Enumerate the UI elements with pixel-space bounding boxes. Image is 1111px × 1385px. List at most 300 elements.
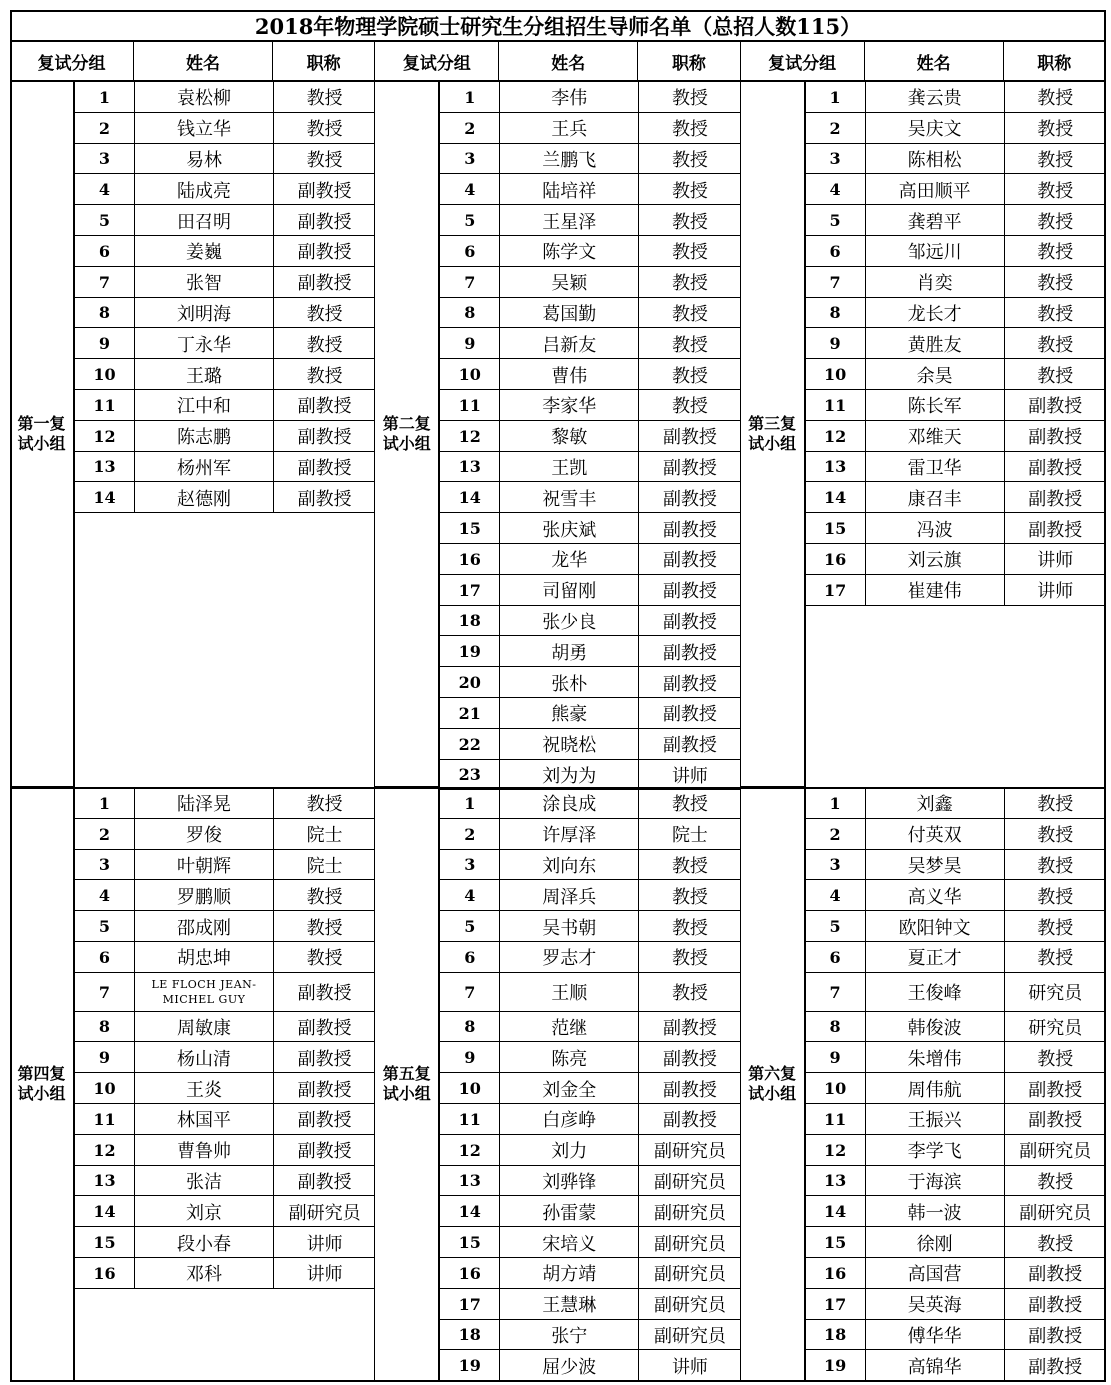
member-number: 11 [439, 1104, 499, 1135]
member-number: 8 [74, 298, 134, 329]
member-number: 4 [439, 880, 499, 911]
group-label: 第二复试小组 [375, 82, 439, 788]
member-number: 21 [439, 698, 499, 729]
member-title: 副研究员 [638, 1258, 740, 1289]
member-title: 副研究员 [1004, 1135, 1106, 1166]
member-title: 副教授 [638, 452, 740, 483]
member-number: 2 [74, 819, 134, 850]
member-name: 胡勇 [499, 636, 638, 667]
member-number: 3 [439, 144, 499, 175]
member-name: 刘力 [499, 1135, 638, 1166]
header-group: 复试分组 [375, 42, 499, 82]
member-title: 院士 [273, 819, 375, 850]
member-title: 副教授 [273, 1012, 375, 1043]
member-name: 雷卫华 [865, 452, 1004, 483]
member-title: 教授 [273, 144, 375, 175]
member-title: 教授 [1004, 1042, 1106, 1073]
member-name: 龚云贵 [865, 82, 1004, 113]
member-name: 黄胜友 [865, 328, 1004, 359]
member-number: 6 [439, 236, 499, 267]
member-title: 教授 [638, 328, 740, 359]
member-title: 副教授 [638, 513, 740, 544]
member-number: 11 [74, 390, 134, 421]
member-title: 教授 [1004, 328, 1106, 359]
member-title: 副教授 [273, 1104, 375, 1135]
member-title: 教授 [638, 267, 740, 298]
member-name: 段小春 [134, 1227, 273, 1258]
member-title: 教授 [1004, 174, 1106, 205]
member-name: 田召明 [134, 205, 273, 236]
member-number: 10 [805, 359, 865, 390]
member-title: 副教授 [638, 575, 740, 606]
member-number: 9 [805, 328, 865, 359]
member-name: 熊豪 [499, 698, 638, 729]
band-divider [10, 787, 1106, 789]
member-name: 刘金全 [499, 1073, 638, 1104]
member-number: 5 [805, 205, 865, 236]
member-number: 7 [439, 267, 499, 298]
member-title: 副教授 [638, 1104, 740, 1135]
member-name: 易林 [134, 144, 273, 175]
member-title: 副教授 [273, 482, 375, 513]
member-name: 韩一波 [865, 1196, 1004, 1227]
member-name: 罗志才 [499, 942, 638, 973]
member-number: 11 [439, 390, 499, 421]
member-title: 教授 [638, 205, 740, 236]
member-number: 18 [805, 1320, 865, 1351]
member-number: 4 [74, 880, 134, 911]
member-title: 副教授 [638, 1012, 740, 1043]
member-area-border [439, 82, 440, 788]
member-name: 黎敏 [499, 421, 638, 452]
member-number: 23 [439, 760, 499, 791]
member-name: 江中和 [134, 390, 273, 421]
member-name: 王俊峰 [865, 973, 1004, 1012]
member-number: 8 [439, 1012, 499, 1043]
member-number: 9 [439, 1042, 499, 1073]
member-number: 15 [74, 1227, 134, 1258]
header-name: 姓名 [134, 42, 273, 82]
member-name: 范继 [499, 1012, 638, 1043]
member-number: 2 [805, 819, 865, 850]
member-name: 祝晓松 [499, 729, 638, 760]
member-name: 司留刚 [499, 575, 638, 606]
member-title: 讲师 [273, 1227, 375, 1258]
member-name: 张宁 [499, 1320, 638, 1351]
member-title: 副教授 [273, 973, 375, 1012]
member-number: 14 [74, 1196, 134, 1227]
member-number: 14 [74, 482, 134, 513]
member-name: 李伟 [499, 82, 638, 113]
member-title: 副教授 [638, 544, 740, 575]
member-number: 4 [805, 880, 865, 911]
member-title: 讲师 [638, 760, 740, 791]
member-area-border [74, 788, 75, 1382]
member-number: 10 [439, 1073, 499, 1104]
member-number: 12 [74, 421, 134, 452]
member-title: 副教授 [1004, 1289, 1106, 1320]
member-title: 教授 [638, 359, 740, 390]
member-name: 刘明海 [134, 298, 273, 329]
member-number: 7 [439, 973, 499, 1012]
member-name: 陈长军 [865, 390, 1004, 421]
header-name: 姓名 [865, 42, 1004, 82]
group-label: 第三复试小组 [741, 82, 805, 788]
member-title: 副教授 [1004, 390, 1106, 421]
member-title: 院士 [638, 819, 740, 850]
member-name: 刘骅锋 [499, 1166, 638, 1197]
member-name: 吴书朝 [499, 911, 638, 942]
member-number: 20 [439, 667, 499, 698]
header-title: 职称 [638, 42, 740, 82]
member-number: 16 [805, 544, 865, 575]
member-name: 康召丰 [865, 482, 1004, 513]
member-number: 8 [805, 1012, 865, 1043]
member-number: 4 [805, 174, 865, 205]
member-title: 教授 [1004, 205, 1106, 236]
member-title: 副教授 [273, 452, 375, 483]
member-number: 12 [805, 1135, 865, 1166]
member-number: 15 [439, 513, 499, 544]
member-title: 教授 [273, 113, 375, 144]
member-number: 7 [805, 973, 865, 1012]
member-number: 13 [74, 1166, 134, 1197]
member-title: 副教授 [1004, 1320, 1106, 1351]
member-number: 17 [805, 575, 865, 606]
member-name: 余昊 [865, 359, 1004, 390]
member-number: 19 [805, 1350, 865, 1381]
member-title: 教授 [1004, 236, 1106, 267]
member-name: 涂良成 [499, 788, 638, 819]
member-title: 副教授 [638, 482, 740, 513]
member-title: 副研究员 [638, 1135, 740, 1166]
member-title: 教授 [273, 298, 375, 329]
member-title: 副教授 [273, 421, 375, 452]
member-name: 陈志鹏 [134, 421, 273, 452]
member-number: 8 [74, 1012, 134, 1043]
member-title: 教授 [1004, 850, 1106, 881]
member-title: 教授 [1004, 113, 1106, 144]
member-number: 5 [805, 911, 865, 942]
member-number: 13 [439, 452, 499, 483]
member-title: 副教授 [1004, 452, 1106, 483]
member-number: 3 [74, 144, 134, 175]
member-number: 19 [439, 1350, 499, 1381]
header-title: 职称 [1004, 42, 1106, 82]
member-title: 教授 [1004, 819, 1106, 850]
member-title: 副教授 [273, 236, 375, 267]
member-name: 陈相松 [865, 144, 1004, 175]
member-title: 副研究员 [638, 1227, 740, 1258]
group-label: 第六复试小组 [741, 788, 805, 1382]
member-number: 14 [439, 482, 499, 513]
member-title: 讲师 [638, 1350, 740, 1381]
member-number: 2 [805, 113, 865, 144]
member-name: 周敏康 [134, 1012, 273, 1043]
member-name: 高田顺平 [865, 174, 1004, 205]
member-name: 陆泽晃 [134, 788, 273, 819]
member-number: 12 [74, 1135, 134, 1166]
member-number: 11 [805, 390, 865, 421]
member-title: 副教授 [638, 729, 740, 760]
member-number: 16 [439, 544, 499, 575]
member-name: 宋培义 [499, 1227, 638, 1258]
member-title: 教授 [638, 82, 740, 113]
member-number: 11 [74, 1104, 134, 1135]
member-name: 龙华 [499, 544, 638, 575]
member-number: 17 [439, 575, 499, 606]
member-name: 张庆斌 [499, 513, 638, 544]
member-number: 19 [439, 636, 499, 667]
member-number: 12 [439, 421, 499, 452]
member-title: 教授 [638, 973, 740, 1012]
member-number: 4 [439, 174, 499, 205]
member-number: 7 [74, 267, 134, 298]
member-name: 刘京 [134, 1196, 273, 1227]
member-number: 5 [74, 911, 134, 942]
member-name: 傅华华 [865, 1320, 1004, 1351]
member-title: 副教授 [273, 390, 375, 421]
member-number: 9 [74, 328, 134, 359]
header-group: 复试分组 [741, 42, 865, 82]
member-area-border [805, 82, 806, 788]
member-number: 15 [439, 1227, 499, 1258]
member-name: 张智 [134, 267, 273, 298]
member-name: 刘云旗 [865, 544, 1004, 575]
member-name: 高锦华 [865, 1350, 1004, 1381]
member-number: 1 [805, 82, 865, 113]
member-name: 孙雷蒙 [499, 1196, 638, 1227]
member-name: 王慧琳 [499, 1289, 638, 1320]
member-name: 张洁 [134, 1166, 273, 1197]
member-title: 副教授 [1004, 1258, 1106, 1289]
member-number: 5 [74, 205, 134, 236]
member-number: 13 [805, 452, 865, 483]
member-title: 副教授 [1004, 482, 1106, 513]
member-title: 教授 [1004, 942, 1106, 973]
member-title: 教授 [1004, 788, 1106, 819]
member-title: 教授 [273, 359, 375, 390]
member-name: 曹鲁帅 [134, 1135, 273, 1166]
member-name: 付英双 [865, 819, 1004, 850]
member-name: 赵德刚 [134, 482, 273, 513]
member-title: 教授 [273, 911, 375, 942]
member-number: 18 [439, 1320, 499, 1351]
member-name: 许厚泽 [499, 819, 638, 850]
member-name: 邹远川 [865, 236, 1004, 267]
member-title: 教授 [638, 942, 740, 973]
member-title: 副教授 [273, 1166, 375, 1197]
member-name: 高国营 [865, 1258, 1004, 1289]
member-title: 副教授 [1004, 1350, 1106, 1381]
member-name: 白彦峥 [499, 1104, 638, 1135]
member-name: 王凯 [499, 452, 638, 483]
member-number: 6 [74, 942, 134, 973]
member-name: 张朴 [499, 667, 638, 698]
header-name: 姓名 [499, 42, 638, 82]
member-title: 讲师 [273, 1258, 375, 1289]
member-number: 6 [439, 942, 499, 973]
member-name: 叶朝辉 [134, 850, 273, 881]
member-title: 教授 [1004, 359, 1106, 390]
row-divider [74, 1288, 375, 1289]
member-number: 16 [439, 1258, 499, 1289]
member-title: 副教授 [273, 205, 375, 236]
member-title: 教授 [638, 390, 740, 421]
member-title: 副教授 [638, 698, 740, 729]
member-number: 6 [805, 236, 865, 267]
member-name: 周伟航 [865, 1073, 1004, 1104]
member-title: 教授 [638, 298, 740, 329]
member-name: 吴庆文 [865, 113, 1004, 144]
member-name: 朱增伟 [865, 1042, 1004, 1073]
member-name: 于海滨 [865, 1166, 1004, 1197]
member-title: 教授 [638, 911, 740, 942]
member-title: 讲师 [1004, 575, 1106, 606]
member-number: 15 [805, 1227, 865, 1258]
member-title: 教授 [273, 880, 375, 911]
member-title: 教授 [638, 113, 740, 144]
member-title: 教授 [638, 174, 740, 205]
member-name: 王兵 [499, 113, 638, 144]
member-title: 教授 [1004, 911, 1106, 942]
member-title: 副教授 [1004, 421, 1106, 452]
member-number: 15 [805, 513, 865, 544]
row-divider [805, 605, 1106, 606]
member-number: 3 [805, 850, 865, 881]
member-name: 陈学文 [499, 236, 638, 267]
member-title: 教授 [638, 850, 740, 881]
member-number: 1 [74, 788, 134, 819]
group-label: 第四复试小组 [10, 788, 74, 1382]
member-number: 9 [439, 328, 499, 359]
member-title: 教授 [1004, 880, 1106, 911]
member-number: 14 [805, 482, 865, 513]
member-name: 陈亮 [499, 1042, 638, 1073]
member-name: 邓科 [134, 1258, 273, 1289]
member-number: 6 [74, 236, 134, 267]
member-number: 17 [439, 1289, 499, 1320]
member-name: 周泽兵 [499, 880, 638, 911]
member-name: 夏正才 [865, 942, 1004, 973]
member-name: 王振兴 [865, 1104, 1004, 1135]
member-name: 陆成亮 [134, 174, 273, 205]
member-title: 研究员 [1004, 1012, 1106, 1043]
member-number: 3 [805, 144, 865, 175]
member-name: 邵成刚 [134, 911, 273, 942]
member-number: 3 [74, 850, 134, 881]
member-number: 12 [805, 421, 865, 452]
member-title: 院士 [273, 850, 375, 881]
member-name: 刘向东 [499, 850, 638, 881]
member-title: 副教授 [638, 421, 740, 452]
member-name: 吴梦昊 [865, 850, 1004, 881]
member-name: 王顺 [499, 973, 638, 1012]
member-title: 教授 [1004, 144, 1106, 175]
member-number: 14 [805, 1196, 865, 1227]
member-name: 杨州军 [134, 452, 273, 483]
row-divider [74, 512, 375, 513]
member-number: 16 [74, 1258, 134, 1289]
member-name: 罗俊 [134, 819, 273, 850]
page-title: 2018年物理学院硕士研究生分组招生导师名单（总招人数115） [10, 10, 1106, 42]
member-name: 刘为为 [499, 760, 638, 791]
member-name: 祝雪丰 [499, 482, 638, 513]
member-name: 韩俊波 [865, 1012, 1004, 1043]
member-name: 屈少波 [499, 1350, 638, 1381]
member-number: 10 [805, 1073, 865, 1104]
member-name: 冯波 [865, 513, 1004, 544]
member-name: 胡方靖 [499, 1258, 638, 1289]
member-name: 钱立华 [134, 113, 273, 144]
member-title: 副教授 [1004, 513, 1106, 544]
group-label: 第五复试小组 [375, 788, 439, 1382]
member-title: 教授 [273, 82, 375, 113]
member-title: 副教授 [1004, 1073, 1106, 1104]
member-name: 姜巍 [134, 236, 273, 267]
member-area-border [439, 788, 440, 1382]
member-title: 讲师 [1004, 544, 1106, 575]
member-title: 副教授 [273, 1073, 375, 1104]
member-name: 袁松柳 [134, 82, 273, 113]
member-title: 教授 [638, 788, 740, 819]
member-name: 龚碧平 [865, 205, 1004, 236]
member-name: 欧阳钟文 [865, 911, 1004, 942]
member-area-border [74, 82, 75, 788]
member-title: 副教授 [638, 667, 740, 698]
member-number: 11 [805, 1104, 865, 1135]
member-name: 葛国勤 [499, 298, 638, 329]
member-number: 16 [805, 1258, 865, 1289]
member-title: 副研究员 [638, 1289, 740, 1320]
member-number: 13 [439, 1166, 499, 1197]
member-area-border [805, 788, 806, 1382]
member-title: 教授 [273, 788, 375, 819]
member-number: 7 [805, 267, 865, 298]
member-title: 教授 [1004, 267, 1106, 298]
member-number: 1 [74, 82, 134, 113]
member-number: 10 [74, 1073, 134, 1104]
member-number: 17 [805, 1289, 865, 1320]
member-title: 副教授 [273, 1135, 375, 1166]
member-title: 教授 [1004, 1166, 1106, 1197]
member-name: 王璐 [134, 359, 273, 390]
member-name: 吕新友 [499, 328, 638, 359]
member-name: 刘鑫 [865, 788, 1004, 819]
member-name: 吴英海 [865, 1289, 1004, 1320]
member-title: 教授 [1004, 1227, 1106, 1258]
member-number: 8 [805, 298, 865, 329]
member-name: 罗鹏顺 [134, 880, 273, 911]
member-name: 曹伟 [499, 359, 638, 390]
member-name: 肖奕 [865, 267, 1004, 298]
member-number: 22 [439, 729, 499, 760]
member-name: 李学飞 [865, 1135, 1004, 1166]
member-number: 12 [439, 1135, 499, 1166]
member-title: 副教授 [638, 1042, 740, 1073]
member-title: 副研究员 [273, 1196, 375, 1227]
member-name: 龙长才 [865, 298, 1004, 329]
row-divider [805, 1380, 1106, 1381]
member-title: 副教授 [273, 1042, 375, 1073]
member-name: 徐刚 [865, 1227, 1004, 1258]
member-name: 王星泽 [499, 205, 638, 236]
member-title: 副研究员 [1004, 1196, 1106, 1227]
member-name: 胡忠坤 [134, 942, 273, 973]
member-name: 李家华 [499, 390, 638, 421]
member-number: 18 [439, 606, 499, 637]
member-title: 研究员 [1004, 973, 1106, 1012]
